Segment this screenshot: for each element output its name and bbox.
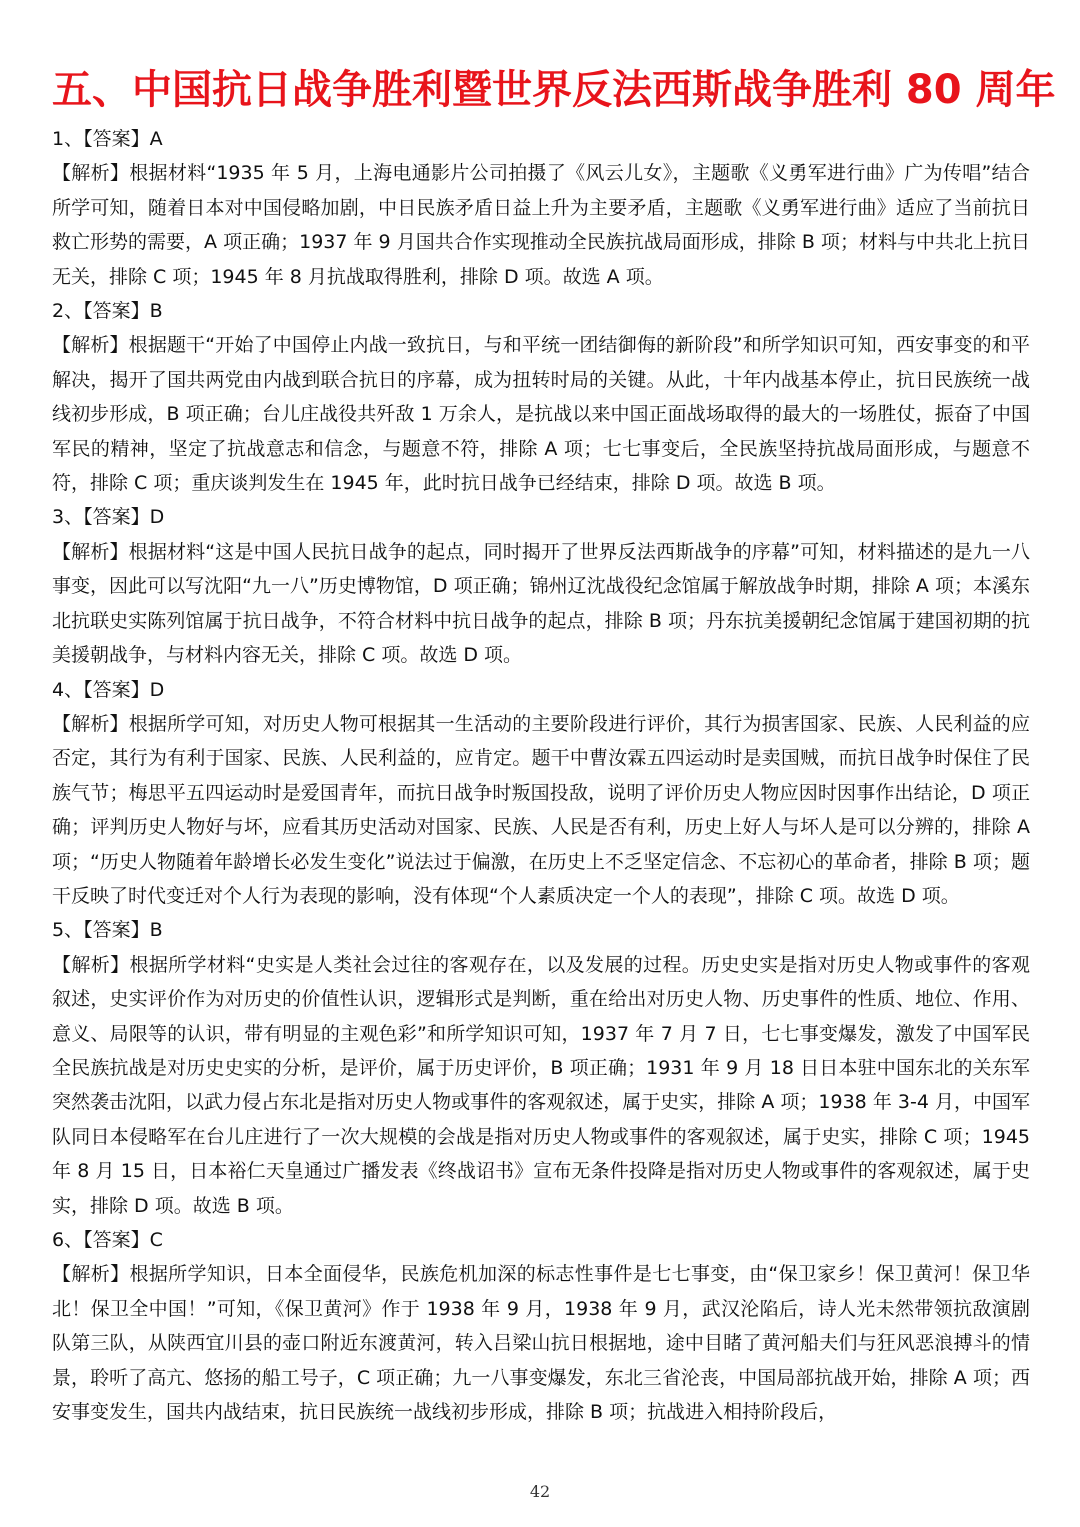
question-number: 2、: [52, 300, 84, 323]
analysis-label: 【解析】: [52, 953, 130, 976]
question-3-analysis: [52, 535, 1030, 673]
question-1-analysis: [52, 156, 1030, 294]
answer-label: 【答案】: [83, 678, 150, 701]
answer-label: 【答案】: [83, 300, 150, 323]
analysis-label: 【解析】: [52, 540, 129, 563]
page-title: 五、中国抗日战争胜利暨世界反法西斯战争胜利 80 周年: [52, 67, 1056, 113]
analysis-label: 【解析】: [52, 1263, 130, 1286]
analysis-text: 根据材料“这是中国人民抗日战争的起点，同时揭开了世界反法西斯战争的序幕”可知，材料描述的是九一八事变，因此可以写沈阳“九一八”历史博物馆，D 项正确；锦州辽沈战役纪念馆属于解放战争时期，排除 A 项；本溪东北抗联史实陈列馆属于抗日战争，不符合材料中抗日战争的起点，排除 B 项；丹东抗美援朝纪念馆属于建国初期的抗美援朝战争，与材料内容无关，排除 C 项。故选 D 项。: [52, 540, 1030, 667]
question-1-header: [52, 122, 1030, 156]
analysis-text: 根据题干“开始了中国停止内战一致抗日，与和平统一团结御侮的新阶段”和所学知识可知，西安事变的和平解决，揭开了国共两党由内战到联合抗日的序幕，成为扭转时局的关键。从此，十年内战基本停止，抗日民族统一战线初步形成，B 项正确；台儿庄战役共歼敌 1 万余人，是抗战以来中国正面战场取得的最大的一场胜仗，振奋了中国军民的精神，坚定了抗战意志和信念，与题意不符，排除 A 项；七七事变后，全民族坚持抗战局面形成，与题意不符，排除 C 项；重庆谈判发生在 1945 年，此时抗日战争已经结束，排除 D 项。故选 B 项。: [52, 334, 1030, 495]
answer-value: B: [149, 919, 163, 942]
question-number: 6、: [52, 1229, 84, 1251]
analysis-text: 根据所学材料“史实是人类社会过往的客观存在，以及发展的过程。历史史实是指对历史人物或事件的客观叙述，史实评价作为对历史的价值性认识，逻辑形式是判断，重在给出对历史人物、历史事件的性质、地位、作用、意义、局限等的认识，带有明显的主观色彩”和所学知识可知，1937 年 7 月 7 日，七七事变爆发，激发了中国军民全民族抗战是对历史史实的分析，是评价，属于历史评价，B 项正确；1931 年 9 月 18 日日本驻中国东北的关东军突然袭击沈阳，以武力侵占东北是指对历史人物或事件的客观叙述，属于史实，排除 A 项；1938 年 3-4 月，中国军队同日本侵略军在台儿庄进行了一次大规模的会战是指对历史人物或事件的客观叙述，属于史实，排除 C 项；1945 年 8 月 15 日，日本裕仁天皇通过广播发表《终战诏书》宣布无条件投降是指对历史人物或事件的客观叙述，属于史实，排除 D 项。故选 B 项。: [52, 953, 1030, 1217]
answer-label: 【答案】: [83, 506, 150, 529]
analysis-text: 根据材料“1935 年 5 月，上海电通影片公司拍摄了《风云儿女》，主题歌《义勇军进行曲》广为传唱”结合所学可知，随着日本对中国侵略加剧，中日民族矛盾日益上升为主要矛盾，主题歌《义勇军进行曲》适应了当前抗日救亡形势的需要，A 项正确；1937 年 9 月国共合作实现推动全民族抗战局面形成，排除 B 项；材料与中共北上抗日无关，排除 C 项；1945 年 8 月抗战取得胜利，排除 D 项。故选 A 项。: [52, 162, 1030, 288]
question-number: 1、: [52, 128, 84, 150]
answer-value: D: [149, 678, 165, 701]
question-2-analysis: [52, 328, 1030, 500]
analysis-label: 【解析】: [52, 712, 129, 735]
answer-value: B: [149, 300, 163, 323]
question-5-header: [52, 913, 1030, 947]
answer-label: 【答案】: [83, 128, 150, 150]
answer-value: D: [149, 506, 165, 529]
question-4-header: [52, 673, 1030, 707]
question-number: 4、: [52, 678, 84, 701]
question-5-analysis: [52, 948, 1030, 1223]
analysis-text: 根据所学可知，对历史人物可根据其一生活动的主要阶段进行评价，其行为损害国家、民族、人民利益的应否定，其行为有利于国家、民族、人民利益的，应肯定。题干中曹汝霖五四运动时是卖国贼，而抗日战争时保住了民族气节；梅思平五四运动时是爱国青年，而抗日战争时叛国投敌，说明了评价历史人物应因时因事作出结论，D 项正确；评判历史人物好与坏，应看其历史活动对国家、民族、人民是否有利，历史上好人与坏人是可以分辨的，排除 A 项；“历史人物随着年龄增长必发生变化”说法过于偏激，在历史上不乏坚定信念、不忘初心的革命者，排除 B 项；题干反映了时代变迁对个人行为表现的影响，没有体现“个人素质决定一个人的表现”，排除 C 项。故选 D 项。: [52, 712, 1030, 907]
question-3-header: [52, 500, 1030, 534]
analysis-label: 【解析】: [52, 162, 130, 185]
question-number: 5、: [52, 919, 84, 942]
question-number: 3、: [52, 506, 84, 529]
question-6-analysis: [52, 1257, 1030, 1429]
answer-label: 【答案】: [83, 919, 150, 942]
answer-value: A: [149, 128, 163, 150]
answer-value: C: [149, 1229, 163, 1251]
answer-list: [52, 122, 1030, 1429]
document-page: [52, 62, 1056, 1429]
question-2-header: [52, 294, 1030, 328]
question-4-analysis: [52, 707, 1030, 913]
analysis-text: 根据所学知识，日本全面侵华，民族危机加深的标志性事件是七七事变，由“保卫家乡！保卫黄河！保卫华北！保卫全中国！”可知，《保卫黄河》作于 1938 年 9 月，1938 年 9 月，武汉沦陷后，诗人光未然带领抗敌演剧队第三队，从陕西宜川县的壶口附近东渡黄河，转入吕梁山抗日根据地，途中目睹了黄河船夫们与狂风恶浪搏斗的情景，聆听了高亢、悠扬的船工号子，C 项正确；九一八事变爆发，东北三省沦丧，中国局部抗战开始，排除 A 项；西安事变发生，国共内战结束，抗日民族统一战线初步形成，排除 B 项；抗战进入相持阶段后，: [52, 1263, 1030, 1424]
answer-label: 【答案】: [83, 1229, 150, 1251]
page-number: 42: [529, 1482, 551, 1501]
question-6-header: [52, 1223, 1030, 1257]
analysis-label: 【解析】: [52, 334, 129, 357]
